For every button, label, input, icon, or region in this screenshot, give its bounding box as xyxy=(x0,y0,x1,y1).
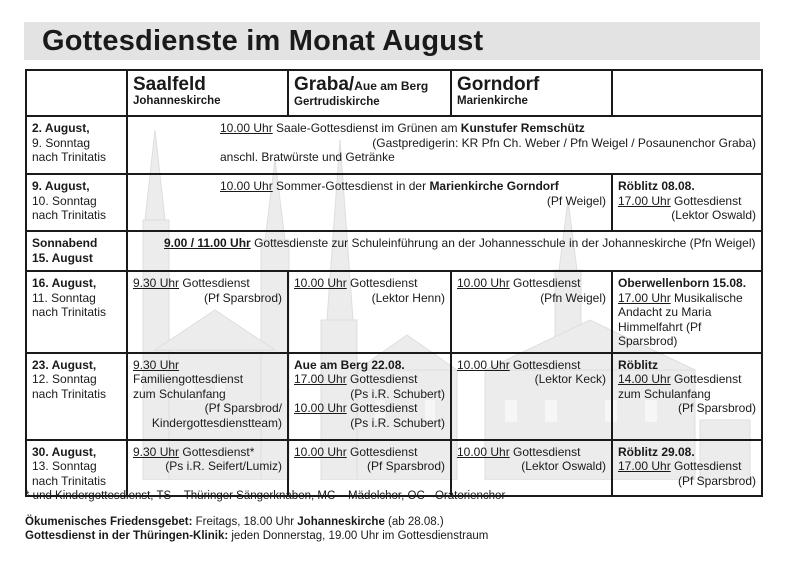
service-pastor: (Lektor Henn) xyxy=(371,290,445,305)
side-service-cell xyxy=(612,174,762,231)
service-place: Marienkirche Gorndorf xyxy=(429,179,559,193)
service-text: zum Schulanfang xyxy=(618,386,711,401)
sunday-label: nach Trinitatis xyxy=(32,473,107,488)
church-subtitle: Marienkirche xyxy=(457,95,528,107)
service-extra: anschl. Bratwürste und Getränke xyxy=(220,150,395,164)
church-header-saalfeld xyxy=(127,70,288,116)
service-cell xyxy=(127,231,762,271)
note-text: jeden Donnerstag, 19.00 Uhr im Gottesdienstraum xyxy=(228,530,489,542)
service-text: Familiengottesdienst xyxy=(133,372,244,386)
service-cell-gorndorf xyxy=(451,440,612,496)
service-cell-gorndorf xyxy=(451,353,612,440)
service-time: 10.00 Uhr xyxy=(220,121,273,135)
side-service-title: Aue am Berg 22.08. xyxy=(294,357,405,372)
service-cell-graba xyxy=(288,353,451,440)
table-row xyxy=(26,353,762,440)
date-label: 16. August, xyxy=(32,276,97,290)
service-pastor: (Pf Sparsbrod/ xyxy=(204,401,282,415)
service-cell-gorndorf xyxy=(451,271,612,353)
service-cell-graba xyxy=(288,271,451,353)
sunday-label: 10. Sonntag xyxy=(32,193,97,208)
service-text: Gottesdienst xyxy=(509,444,581,459)
service-time: 10.00 Uhr xyxy=(294,401,347,415)
service-pastor: Kindergottesdienstteam) xyxy=(151,415,282,430)
title-band xyxy=(24,22,760,60)
table-row xyxy=(26,116,762,174)
service-pastor: (Ps i.R. Schubert) xyxy=(350,415,445,430)
table-row xyxy=(26,231,762,271)
date-cell xyxy=(26,440,127,496)
service-pastor: (Pf Sparsbrod) xyxy=(677,401,756,415)
date-cell xyxy=(26,353,127,440)
date-label: 15. August xyxy=(32,250,93,265)
service-schedule-table xyxy=(25,69,763,497)
service-time: 17.00 Uhr xyxy=(618,459,671,473)
date-cell xyxy=(26,116,127,174)
side-service-cell xyxy=(612,353,762,440)
note-friedensgebet xyxy=(25,515,444,529)
side-service-title: Oberwellenborn 15.08. xyxy=(618,276,747,290)
church-name: Graba/ xyxy=(294,74,355,95)
service-time: 17.00 Uhr xyxy=(294,372,347,386)
service-text: Gottesdienst xyxy=(346,372,418,386)
note-text: (ab 28.08.) xyxy=(384,516,444,528)
sunday-label: 11. Sonntag xyxy=(32,290,96,305)
service-cell-saalfeld xyxy=(127,353,288,440)
table-row xyxy=(26,174,762,231)
date-label: 2. August, xyxy=(32,121,90,135)
service-time: 10.00 Uhr xyxy=(294,444,347,459)
page-title: Gottesdienste im Monat August xyxy=(42,25,484,57)
church-header-gorndorf xyxy=(451,70,612,116)
footnote: * und Kindergottesdienst, TS – Thüringer Sängerknaben, MC – Mädelchor, OC - Oratorienchor xyxy=(25,490,506,502)
church-name-suffix: Aue am Berg xyxy=(354,79,429,93)
note-klinik xyxy=(25,529,488,543)
table-row xyxy=(26,271,762,353)
church-header-graba xyxy=(288,70,451,116)
service-time: 10.00 Uhr xyxy=(457,357,510,372)
service-text: Sommer-Gottesdienst in der xyxy=(272,179,430,193)
header-row xyxy=(26,70,762,116)
date-label: 9. August, xyxy=(32,179,90,193)
service-text: Gottesdienst xyxy=(509,357,581,372)
service-time: 9.00 / 11.00 Uhr xyxy=(164,236,251,250)
service-text: Gottesdienst xyxy=(670,459,742,473)
service-pastor: (Pf Sparsbrod) xyxy=(203,290,282,305)
service-pastor: (Lektor Oswald) xyxy=(521,459,606,473)
note-text: Freitags, 18.00 Uhr xyxy=(192,516,298,528)
service-pastor: (Ps i.R. Schubert) xyxy=(350,386,445,401)
service-pastor: (Pf Sparsbrod) xyxy=(366,459,445,473)
date-label: 30. August, xyxy=(32,444,97,459)
service-time: 9.30 Uhr xyxy=(133,444,180,459)
sunday-label: nach Trinitatis xyxy=(32,150,107,164)
date-label: 23. August, xyxy=(32,357,97,372)
service-text: Gottesdienst xyxy=(670,193,742,208)
service-pastor: (Lektor Keck) xyxy=(534,372,606,386)
church-name: Gorndorf xyxy=(457,74,540,95)
service-text: Saale-Gottesdienst im Grünen am xyxy=(272,121,461,135)
church-name: Saalfeld xyxy=(133,74,206,95)
service-text: Gottesdienste zur Schuleinführung an der Johannesschule in der Johanneskirche (Pfn Weigel) xyxy=(250,236,756,250)
service-time: 17.00 Uhr xyxy=(618,290,671,305)
service-preachers: (Gastpredigerin: KR Pfn Ch. Weber / Pfn Weigel / Posaunenchor Graba) xyxy=(372,135,756,150)
sunday-label: nach Trinitatis xyxy=(32,208,107,222)
header-corner xyxy=(26,70,127,116)
service-time: 10.00 Uhr xyxy=(457,444,510,459)
service-text: Andacht zu Maria xyxy=(618,305,712,319)
service-time: 9.30 Uhr xyxy=(133,357,180,372)
service-time: 10.00 Uhr xyxy=(294,276,347,290)
service-place: Kunstufer Remschütz xyxy=(460,121,585,135)
service-pastor: (Pf Sparsbrod) xyxy=(677,473,756,488)
service-text: zum Schulanfang xyxy=(133,386,226,401)
side-service-cell xyxy=(612,271,762,353)
service-text: Gottesdienst* xyxy=(179,444,255,459)
date-cell xyxy=(26,231,127,271)
side-service-title: Röblitz 08.08. xyxy=(618,179,695,193)
note-place: Johanneskirche xyxy=(297,516,385,528)
service-cell-graba xyxy=(288,440,451,496)
date-cell xyxy=(26,271,127,353)
sunday-label: 9. Sonntag xyxy=(32,135,91,150)
service-pastor: (Lektor Oswald) xyxy=(671,208,756,222)
sunday-label: 12. Sonntag xyxy=(32,372,97,386)
church-subtitle: Gertrudiskirche xyxy=(294,96,380,108)
service-text: Himmelfahrt (Pf Sparsbrod) xyxy=(618,319,702,348)
service-text: Gottesdienst xyxy=(346,444,418,459)
sunday-label: nach Trinitatis xyxy=(32,386,107,401)
date-label: Sonnabend xyxy=(32,236,98,250)
side-service-title: Röblitz 29.08. xyxy=(618,444,695,459)
date-cell xyxy=(26,174,127,231)
service-pastor: (Ps i.R. Seifert/Lumiz) xyxy=(165,459,282,473)
header-empty-cell xyxy=(612,70,762,116)
service-cell-saalfeld xyxy=(127,271,288,353)
service-pastor: (Pfn Weigel) xyxy=(540,290,606,305)
service-time: 9.30 Uhr xyxy=(133,276,180,290)
service-time: 14.00 Uhr xyxy=(618,372,671,386)
sunday-label: 13. Sonntag xyxy=(32,459,97,473)
service-text: Gottesdienst xyxy=(346,276,418,290)
side-service-title: Röblitz xyxy=(618,357,658,372)
service-pastor: (Pf Weigel) xyxy=(546,193,606,208)
service-time: 10.00 Uhr xyxy=(457,276,510,290)
service-text: Gottesdienst xyxy=(509,276,581,290)
service-cell xyxy=(127,116,762,174)
note-label: Ökumenisches Friedensgebet: xyxy=(25,516,193,528)
service-cell-saalfeld xyxy=(127,440,288,496)
service-cell xyxy=(127,174,612,231)
note-label: Gottesdienst in der Thüringen-Klinik: xyxy=(25,530,229,542)
church-subtitle: Johanneskirche xyxy=(133,95,221,107)
sunday-label: nach Trinitatis xyxy=(32,305,107,319)
service-text: Musikalische xyxy=(670,290,743,305)
service-text: Gottesdienst xyxy=(346,401,418,415)
service-time: 17.00 Uhr xyxy=(618,193,671,208)
table-row xyxy=(26,440,762,496)
side-service-cell xyxy=(612,440,762,496)
service-text: Gottesdienst xyxy=(670,372,742,386)
service-text: Gottesdienst xyxy=(179,276,250,290)
service-time: 10.00 Uhr xyxy=(220,179,273,193)
